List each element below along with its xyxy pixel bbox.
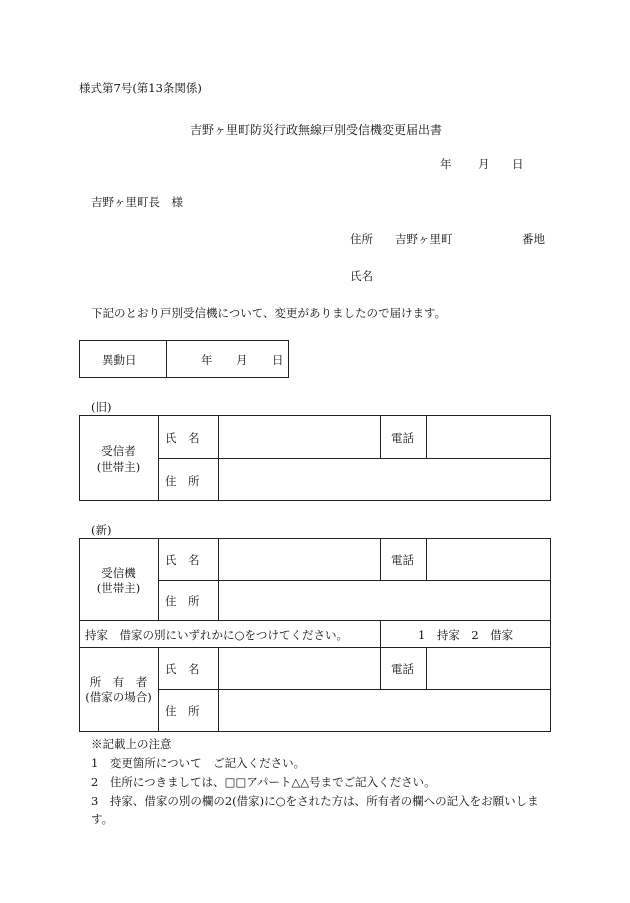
notes-heading: ※記載上の注意 [91, 737, 172, 751]
owner-name-label: 氏 名 [165, 662, 200, 676]
old-name-label: 氏 名 [165, 431, 200, 445]
applicant-name-label: 氏名 [350, 269, 373, 283]
form-number: 様式第7号(第13条関係) [79, 81, 202, 95]
new-head-of-household-label: (世帯主) [96, 581, 141, 595]
new-address-field[interactable] [219, 581, 550, 619]
old-section-heading: (旧) [91, 400, 112, 414]
new-receiver-label: 受信機 [101, 566, 136, 580]
owner-address-label: 住 所 [165, 704, 200, 718]
new-address-label: 住 所 [165, 594, 200, 608]
new-phone-field[interactable] [427, 539, 550, 579]
new-name-label: 氏 名 [165, 553, 200, 567]
old-phone-label: 電話 [391, 431, 414, 445]
change-date-day[interactable]: 日 [272, 353, 284, 367]
owner-label: 所 有 者 [89, 675, 148, 689]
change-date-label: 異動日 [102, 353, 137, 367]
new-phone-label: 電話 [391, 553, 414, 567]
owner-rental-case-label: (借家の場合) [85, 690, 152, 704]
date-year-label: 年 [440, 157, 452, 171]
note-item-2: 2 住所につきましては、□□アパート△△号までご記入ください。 [91, 775, 436, 789]
intro-text: 下記のとおり戸別受信機について、変更がありましたので届けます。 [91, 306, 447, 320]
change-date-year[interactable]: 年 [201, 353, 213, 367]
note-item-3: 3 持家、借家の別の欄の2(借家)に○をされた方は、所有者の欄への記入をお願いしま [91, 794, 539, 808]
note-item-3-continued: す。 [91, 812, 114, 826]
housing-options[interactable]: 1 持家 2 借家 [418, 628, 514, 642]
applicant-address-label: 住所 [350, 232, 373, 246]
housing-question: 持家 借家の別にいずれかに○をつけてください。 [85, 628, 349, 642]
old-name-field[interactable] [219, 416, 379, 457]
old-phone-field[interactable] [427, 416, 550, 457]
old-address-label: 住 所 [165, 474, 200, 488]
owner-address-field[interactable] [219, 690, 550, 731]
new-name-field[interactable] [219, 539, 379, 579]
document-title: 吉野ヶ里町防災行政無線戸別受信機変更届出書 [190, 123, 443, 137]
date-day-label: 日 [512, 157, 524, 171]
new-section-heading: (新) [91, 523, 112, 537]
old-head-of-household-label: (世帯主) [96, 460, 141, 474]
owner-name-field[interactable] [219, 648, 379, 688]
old-receiver-label: 受信者 [101, 444, 136, 458]
owner-phone-field[interactable] [427, 648, 550, 688]
owner-phone-label: 電話 [391, 662, 414, 676]
note-item-1: 1 変更箇所について ご記入ください。 [91, 756, 306, 770]
old-address-field[interactable] [219, 459, 550, 500]
change-date-month[interactable]: 月 [236, 353, 248, 367]
date-month-label: 月 [478, 157, 490, 171]
addressee: 吉野ヶ里町長 様 [91, 195, 183, 209]
applicant-address-banchi: 番地 [522, 232, 545, 246]
applicant-address-town: 吉野ヶ里町 [395, 232, 453, 246]
